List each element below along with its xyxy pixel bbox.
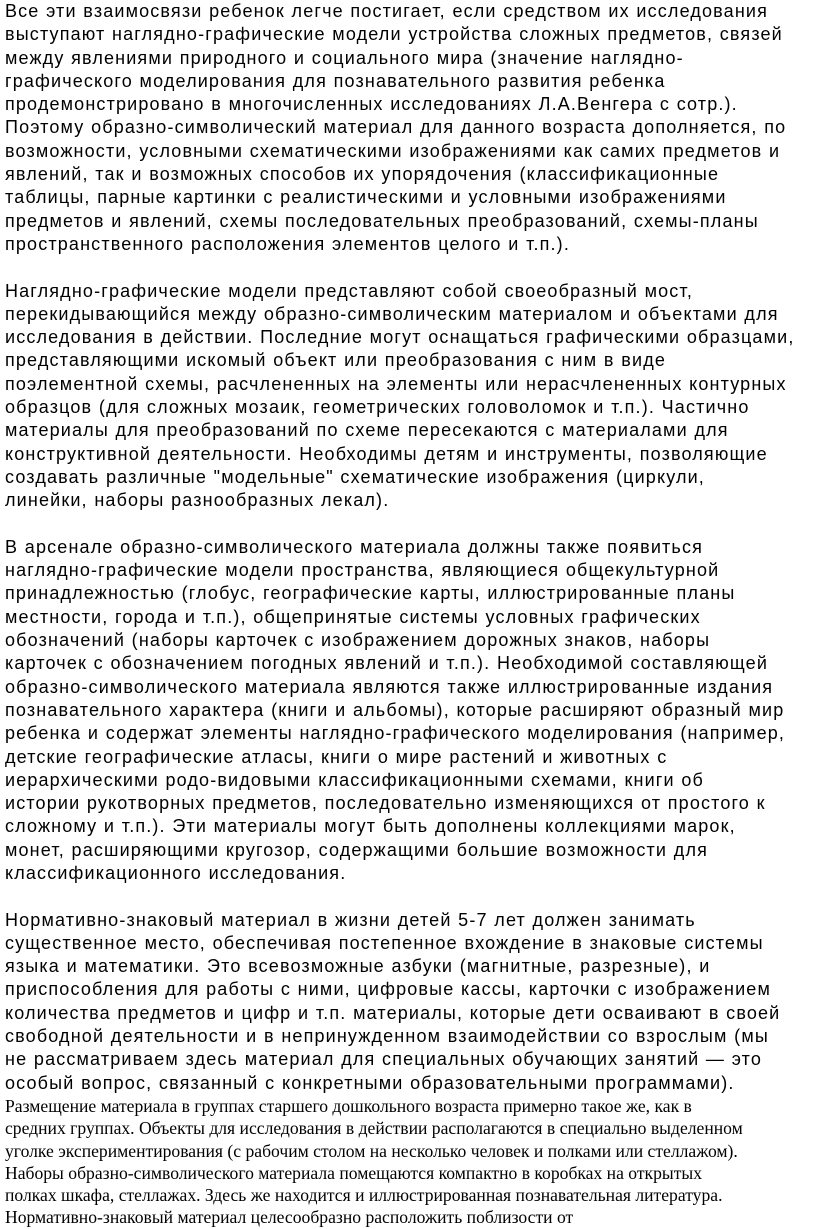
text-line: классификационного исследования. — [5, 862, 347, 883]
text-line: линейки, наборы разнообразных лекал). — [5, 490, 390, 511]
paragraph-gap — [5, 256, 811, 279]
text-line: уголке экспериментирования (с рабочим столом на несколько человек и полками или стеллажом). — [5, 1140, 738, 1161]
text-line: средних группах. Объекты для исследования в действии располагаются в специально выделенном — [5, 1118, 743, 1139]
text-line: Поэтому образно-символический материал для данного возраста дополняется, по — [5, 117, 787, 138]
text-line: языка и математики. Это всевозможные азбуки (магнитные, разрезные), и — [5, 956, 711, 977]
text-line: существенное место, обеспечивая постепенное вхождение в знаковые системы — [5, 932, 764, 953]
placement-paragraph — [5, 1095, 811, 1229]
text-line: свободной деятельности и в непринужденном взаимодействии со взрослым (мы — [5, 1026, 769, 1047]
text-line: исследования в действии. Последние могут оснащаться графическими образцами, — [5, 327, 795, 348]
text-line: познавательного характера (книги и альбомы), которые расширяют образный мир — [5, 699, 785, 720]
text-line: детские географические атласы, книги о мире растений и животных с — [5, 746, 668, 767]
text-line: ребенка и содержат элементы наглядно-графического моделирования (например, — [5, 723, 786, 744]
text-line: образно-символического материала являются также иллюстрированные издания — [5, 676, 774, 697]
text-line: количества предметов и цифр и т.п. материалы, которые дети осваивают в своей — [5, 1002, 781, 1023]
text-line: Размещение материала в группах старшего дошкольного возраста примерно такое же, как в — [5, 1095, 692, 1116]
text-line: предметов и явлений, схемы последовательных преобразований, схемы-планы — [5, 210, 759, 231]
text-line: таблицы, парные картинки с реалистическими и условными изображениями — [5, 187, 727, 208]
text-line: выступают наглядно-графические модели устройства сложных предметов, связей — [5, 24, 783, 45]
text-line: графического моделирования для познавательного развития ребенка — [5, 70, 666, 91]
paragraph-gap — [5, 885, 811, 908]
text-line: образцов (для сложных мозаик, геометрических головоломок и т.п.). Частично — [5, 397, 750, 418]
text-line: принадлежностью (глобус, географические карты, иллюстрированные планы — [5, 583, 736, 604]
document-page — [5, 0, 811, 1229]
text-line: Наборы образно-символического материала помещаются компактно в коробках на открытых — [5, 1162, 703, 1183]
text-line: сложному и т.п.). Эти материалы могут быть дополнены коллекциями марок, — [5, 816, 736, 837]
text-line: карточек с обозначением погодных явлений и т.п.). Необходимой составляющей — [5, 653, 769, 674]
text-line: истории рукотворных предметов, последовательно изменяющихся от простого к — [5, 793, 766, 814]
text-line: местности, города и т.п.), общепринятые системы условных графических — [5, 606, 701, 627]
text-line: конструктивной деятельности. Необходимы детям и инструменты, позволяющие — [5, 443, 768, 464]
text-line: создавать различные "модельные" схематические изображения (циркули, — [5, 466, 705, 487]
paragraph-2 — [5, 280, 811, 513]
text-line: иерархическими родо-видовыми классификационными схемами, книги об — [5, 769, 704, 790]
text-line: не рассматриваем здесь материал для специальных обучающих занятий — это — [5, 1049, 763, 1070]
paragraph-1 — [5, 0, 811, 256]
text-line: пространственного расположения элементов целого и т.п.). — [5, 233, 570, 254]
text-line: поэлементной схемы, расчлененных на элементы или нерасчлененных контурных — [5, 373, 787, 394]
text-line: В арсенале образно-символического материала должны также появиться — [5, 536, 704, 557]
text-line: особый вопрос, связанный с конкретными образовательными программами). — [5, 1072, 735, 1093]
paragraph-gap — [5, 513, 811, 536]
text-line: представляющими искомый объект или преобразования с ним в виде — [5, 350, 667, 371]
text-line: перекидывающийся между образно-символическим материалом и объектами для — [5, 303, 779, 324]
text-line: возможности, условными схематическими изображениями как самих предметов и — [5, 140, 781, 161]
text-line: Нормативно-знаковый материал целесообразно расположить поблизости от — [5, 1207, 574, 1228]
text-line: материалы для преобразований по схеме пересекаются с материалами для — [5, 420, 729, 441]
text-line: полках шкафа, стеллажах. Здесь же находится и иллюстрированная познавательная литература. — [5, 1185, 723, 1206]
text-line: наглядно-графические модели пространства, являющиеся общекультурной — [5, 560, 720, 581]
text-line: приспособления для работы с ними, цифровые кассы, карточки с изображением — [5, 979, 771, 1000]
paragraph-3 — [5, 536, 811, 885]
text-line: между явлениями природного и социального мира (значение наглядно- — [5, 47, 684, 68]
text-line: Нормативно-знаковый материал в жизни детей 5-7 лет должен занимать — [5, 909, 696, 930]
text-line: монет, расширяющими кругозор, содержащими большие возможности для — [5, 839, 708, 860]
text-line: Наглядно-графические модели представляют собой своеобразный мост, — [5, 280, 693, 301]
text-line: обозначений (наборы карточек с изображением дорожных знаков, наборы — [5, 630, 711, 651]
text-line: продемонстрировано в многочисленных исследованиях Л.А.Венгера с сотр.). — [5, 94, 738, 115]
text-line: явлений, так и возможных способов их упорядочения (классификационные — [5, 164, 720, 185]
paragraph-4 — [5, 909, 811, 1095]
text-line: Все эти взаимосвязи ребенок легче постигает, если средством их исследования — [5, 1, 769, 21]
